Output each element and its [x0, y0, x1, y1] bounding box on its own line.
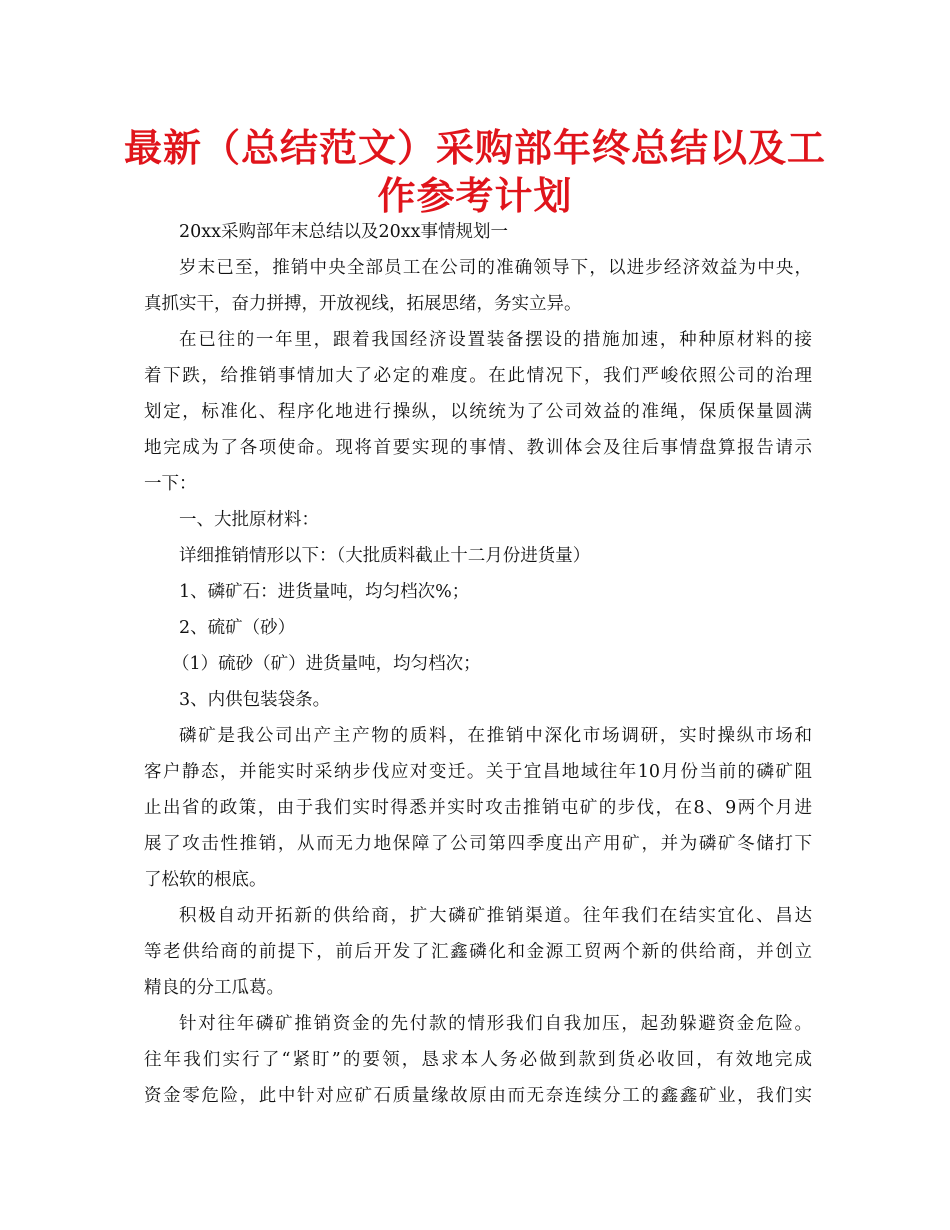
paragraph-line: 一下： [144, 474, 197, 494]
paragraph-line: 地完成为了各项使命。现将首要实现的事情、教训体会及往后事情盘算报告请示 [144, 438, 812, 458]
paragraph-line: 在已往的一年里，跟着我国经济设置装备摆设的措施加速，种种原材料的接 [179, 330, 812, 350]
paragraph-line: 往年我们实行了“紧盯”的要领，恳求本人务必做到款到货必收回，有效地完成 [144, 1050, 812, 1070]
paragraph-line: 精良的分工瓜葛。 [144, 978, 284, 998]
paragraph-line: 磷矿是我公司出产主产物的质料，在推销中深化市场调研，实时操纵市场和 [179, 726, 812, 746]
paragraph-line: 真抓实干，奋力拼搏，开放视线，拓展思绪，务实立异。 [144, 294, 582, 314]
subtitle-line: 20xx采购部年末总结以及20xx事情规划一 [179, 222, 509, 242]
paragraph-line: 岁末已至，推销中央全部员工在公司的准确领导下，以进步经济效益为中央， [179, 258, 812, 278]
paragraph-line: 资金零危险，此中针对应矿石质量缘故原由而无奈连续分工的鑫鑫矿业，我们实 [144, 1086, 812, 1106]
document-body [144, 214, 812, 1114]
paragraph-line: 针对往年磷矿推销资金的先付款的情形我们自我加压，起劲躲避资金危险。 [179, 1014, 812, 1034]
paragraph-line: 着下跌，给推销事情加大了必定的难度。在此情况下，我们严峻依照公司的治理 [144, 366, 812, 386]
document-title-line-2: 作参考计划 [377, 174, 573, 218]
paragraph-line: 详细推销情形以下：（大批质料截止十二月份进货量） [179, 546, 591, 566]
list-item: 3、内供包装袋条。 [179, 690, 331, 710]
list-item: （1）硫砂（矿）进货量吨，均匀档次； [172, 654, 481, 674]
paragraph-line: 客户静态，并能实时采纳步伐应对变迁。关于宜昌地域往年10月份当前的磷矿阻 [144, 762, 812, 782]
list-item: 1、磷矿石：进货量吨，均匀档次%； [179, 582, 470, 602]
document-title-line-1: 最新（总结范文）采购部年终总结以及工 [123, 126, 826, 170]
list-item: 2、硫矿（砂） [179, 618, 296, 638]
paragraph-line: 积极自动开拓新的供给商，扩大磷矿推销渠道。往年我们在结实宜化、昌达 [179, 906, 812, 926]
paragraph-line: 划定，标准化、程序化地进行操纵，以统统为了公司效益的准绳，保质保量圆满 [144, 402, 812, 422]
paragraph-line: 止出省的政策，由于我们实时得悉并实时攻击推销屯矿的步伐，在8、9两个月进 [144, 798, 812, 818]
paragraph-line: 展了攻击性推销，从而无力地保障了公司第四季度出产用矿，并为磷矿冬储打下 [144, 834, 812, 854]
paragraph-line: 了松软的根底。 [144, 870, 267, 890]
section-heading: 一、大批原材料： [179, 510, 319, 530]
paragraph-line: 等老供给商的前提下，前后开发了汇鑫磷化和金源工贸两个新的供给商，并创立 [144, 942, 812, 962]
